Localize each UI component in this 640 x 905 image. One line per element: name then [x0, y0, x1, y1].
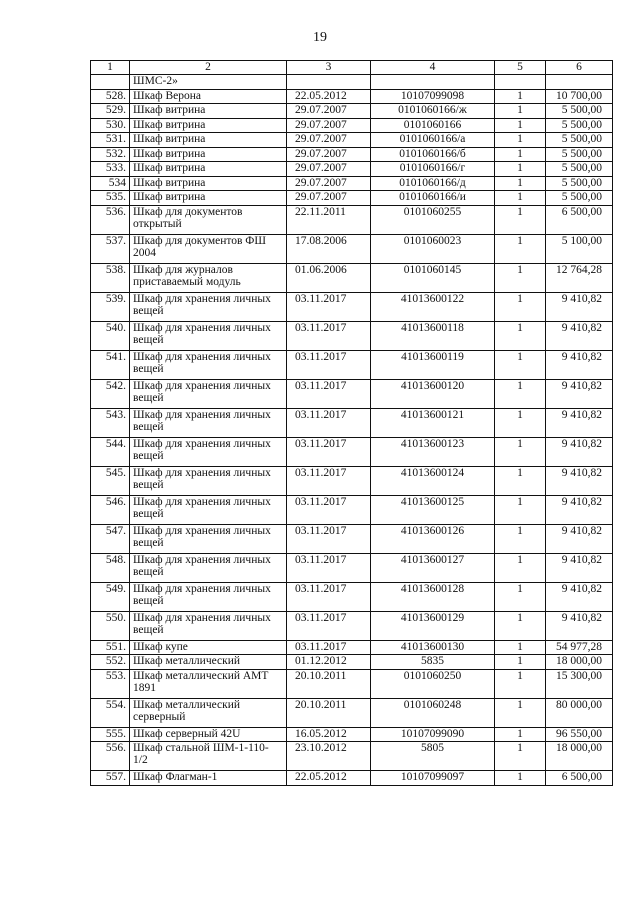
cell-qty: 1 — [495, 553, 546, 582]
table-row — [91, 655, 613, 670]
cell-inv: 0101060166/и — [371, 191, 495, 206]
cell-date: 29.07.2007 — [287, 118, 371, 133]
cell-date: 29.07.2007 — [287, 133, 371, 148]
cell-inv: 0101060023 — [371, 234, 495, 263]
cell-date: 01.12.2012 — [287, 655, 371, 670]
cell-sum: 5 500,00 — [546, 147, 613, 162]
cell-inv: 41013600124 — [371, 466, 495, 495]
table-row — [91, 263, 613, 292]
cell-num: 540. — [91, 321, 130, 350]
cell-name: Шкаф витрина — [130, 191, 287, 206]
cell-num: 552. — [91, 655, 130, 670]
cell-num: 532. — [91, 147, 130, 162]
cell-name: Шкаф для документов открытый — [130, 205, 287, 234]
property-registry-table — [90, 60, 613, 786]
cell-date: 17.08.2006 — [287, 234, 371, 263]
cell-qty: 1 — [495, 118, 546, 133]
cell-inv: 41013600119 — [371, 350, 495, 379]
cell-sum: 9 410,82 — [546, 466, 613, 495]
cell-qty: 1 — [495, 582, 546, 611]
cell-date — [287, 75, 371, 90]
cell-name: Шкаф для хранения личных вещей — [130, 553, 287, 582]
cell-sum: 9 410,82 — [546, 611, 613, 640]
cell-num: 554. — [91, 698, 130, 727]
cell-date: 29.07.2007 — [287, 104, 371, 119]
cell-sum: 5 500,00 — [546, 104, 613, 119]
cell-inv: 41013600125 — [371, 495, 495, 524]
cell-name: Шкаф витрина — [130, 133, 287, 148]
table-row — [91, 698, 613, 727]
cell-sum: 5 500,00 — [546, 176, 613, 191]
table-row — [91, 292, 613, 321]
cell-num: 546. — [91, 495, 130, 524]
cell-num: 529. — [91, 104, 130, 119]
cell-qty: 1 — [495, 147, 546, 162]
cell-qty: 1 — [495, 640, 546, 655]
cell-date: 16.05.2012 — [287, 727, 371, 742]
cell-name: Шкаф металлический — [130, 655, 287, 670]
cell-name: Шкаф для хранения личных вещей — [130, 437, 287, 466]
cell-num: 544. — [91, 437, 130, 466]
cell-num: 556. — [91, 742, 130, 771]
page-number: 19 — [313, 30, 327, 45]
cell-date: 20.10.2011 — [287, 669, 371, 698]
cell-qty: 1 — [495, 466, 546, 495]
cell-sum: 5 500,00 — [546, 133, 613, 148]
cell-name: Шкаф витрина — [130, 176, 287, 191]
column-header: 2 — [130, 61, 287, 75]
cell-sum: 9 410,82 — [546, 408, 613, 437]
cell-date: 22.05.2012 — [287, 89, 371, 104]
cell-name: Шкаф для хранения личных вещей — [130, 611, 287, 640]
cell-qty: 1 — [495, 350, 546, 379]
cell-qty: 1 — [495, 162, 546, 177]
cell-name: Шкаф для хранения личных вещей — [130, 379, 287, 408]
cell-num: 537. — [91, 234, 130, 263]
cell-qty: 1 — [495, 133, 546, 148]
table-row — [91, 321, 613, 350]
table-row — [91, 191, 613, 206]
cell-name: Шкаф для хранения личных вещей — [130, 408, 287, 437]
cell-inv: 41013600120 — [371, 379, 495, 408]
cell-name: Шкаф металлический серверный — [130, 698, 287, 727]
cell-date: 22.11.2011 — [287, 205, 371, 234]
cell-date: 03.11.2017 — [287, 582, 371, 611]
cell-sum: 9 410,82 — [546, 292, 613, 321]
cell-date: 29.07.2007 — [287, 191, 371, 206]
cell-num: 549. — [91, 582, 130, 611]
cell-inv: 5805 — [371, 742, 495, 771]
table-row — [91, 176, 613, 191]
table-row — [91, 133, 613, 148]
cell-sum: 5 500,00 — [546, 118, 613, 133]
table-row — [91, 742, 613, 771]
table-row — [91, 89, 613, 104]
cell-sum: 18 000,00 — [546, 742, 613, 771]
cell-num: 539. — [91, 292, 130, 321]
cell-qty: 1 — [495, 495, 546, 524]
cell-qty: 1 — [495, 611, 546, 640]
cell-num: 550. — [91, 611, 130, 640]
cell-num: 548. — [91, 553, 130, 582]
cell-qty: 1 — [495, 263, 546, 292]
cell-num: 557. — [91, 771, 130, 786]
cell-name: Шкаф Верона — [130, 89, 287, 104]
table-row — [91, 582, 613, 611]
cell-sum: 9 410,82 — [546, 321, 613, 350]
cell-name: ШМС-2» — [130, 75, 287, 90]
cell-inv: 41013600126 — [371, 524, 495, 553]
cell-num: 547. — [91, 524, 130, 553]
cell-date: 03.11.2017 — [287, 321, 371, 350]
cell-sum — [546, 75, 613, 90]
cell-inv: 0101060166/д — [371, 176, 495, 191]
cell-name: Шкаф металлический АМТ 1891 — [130, 669, 287, 698]
cell-name: Шкаф витрина — [130, 118, 287, 133]
cell-num: 538. — [91, 263, 130, 292]
table-row — [91, 640, 613, 655]
cell-sum: 5 500,00 — [546, 162, 613, 177]
cell-date: 20.10.2011 — [287, 698, 371, 727]
cell-sum: 12 764,28 — [546, 263, 613, 292]
cell-qty: 1 — [495, 771, 546, 786]
column-header: 1 — [91, 61, 130, 75]
cell-num: 530. — [91, 118, 130, 133]
cell-inv: 0101060166 — [371, 118, 495, 133]
cell-sum: 10 700,00 — [546, 89, 613, 104]
cell-name: Шкаф Флагман-1 — [130, 771, 287, 786]
cell-inv — [371, 75, 495, 90]
cell-name: Шкаф для хранения личных вещей — [130, 350, 287, 379]
cell-num: 553. — [91, 669, 130, 698]
column-header: 3 — [287, 61, 371, 75]
cell-sum: 9 410,82 — [546, 524, 613, 553]
cell-inv: 41013600118 — [371, 321, 495, 350]
cell-num: 533. — [91, 162, 130, 177]
cell-qty: 1 — [495, 104, 546, 119]
cell-qty: 1 — [495, 698, 546, 727]
cell-qty — [495, 75, 546, 90]
cell-date: 22.05.2012 — [287, 771, 371, 786]
cell-sum: 54 977,28 — [546, 640, 613, 655]
cell-inv: 41013600129 — [371, 611, 495, 640]
cell-sum: 9 410,82 — [546, 379, 613, 408]
cell-name: Шкаф для документов ФШ 2004 — [130, 234, 287, 263]
column-header: 4 — [371, 61, 495, 75]
cell-inv: 0101060250 — [371, 669, 495, 698]
cell-sum: 5 500,00 — [546, 191, 613, 206]
cell-num: 541. — [91, 350, 130, 379]
cell-date: 03.11.2017 — [287, 611, 371, 640]
cell-name: Шкаф для журналов приставаемый модуль — [130, 263, 287, 292]
cell-inv: 0101060166/ж — [371, 104, 495, 119]
table-row — [91, 669, 613, 698]
cell-qty: 1 — [495, 292, 546, 321]
cell-date: 29.07.2007 — [287, 162, 371, 177]
cell-sum: 9 410,82 — [546, 553, 613, 582]
table-row — [91, 104, 613, 119]
cell-sum: 80 000,00 — [546, 698, 613, 727]
cell-qty: 1 — [495, 89, 546, 104]
cell-qty: 1 — [495, 379, 546, 408]
cell-date: 01.06.2006 — [287, 263, 371, 292]
cell-sum: 96 550,00 — [546, 727, 613, 742]
table-row — [91, 147, 613, 162]
cell-sum: 6 500,00 — [546, 205, 613, 234]
table-row — [91, 350, 613, 379]
cell-qty: 1 — [495, 408, 546, 437]
cell-qty: 1 — [495, 176, 546, 191]
cell-name: Шкаф для хранения личных вещей — [130, 321, 287, 350]
cell-num: 528. — [91, 89, 130, 104]
table-row — [91, 611, 613, 640]
cell-date: 23.10.2012 — [287, 742, 371, 771]
cell-date: 03.11.2017 — [287, 437, 371, 466]
table-row — [91, 437, 613, 466]
cell-inv: 41013600122 — [371, 292, 495, 321]
header-row — [91, 61, 613, 75]
cell-name: Шкаф для хранения личных вещей — [130, 524, 287, 553]
cell-name: Шкаф для хранения личных вещей — [130, 466, 287, 495]
cell-date: 29.07.2007 — [287, 147, 371, 162]
cell-inv: 0101060255 — [371, 205, 495, 234]
cell-sum: 5 100,00 — [546, 234, 613, 263]
table-row — [91, 727, 613, 742]
cell-qty: 1 — [495, 742, 546, 771]
cell-qty: 1 — [495, 437, 546, 466]
cell-qty: 1 — [495, 234, 546, 263]
cell-sum: 9 410,82 — [546, 495, 613, 524]
cell-sum: 18 000,00 — [546, 655, 613, 670]
cell-name: Шкаф купе — [130, 640, 287, 655]
cell-inv: 0101060166/г — [371, 162, 495, 177]
table-row — [91, 466, 613, 495]
cell-sum: 15 300,00 — [546, 669, 613, 698]
cell-num — [91, 75, 130, 90]
cell-num: 542. — [91, 379, 130, 408]
cell-qty: 1 — [495, 191, 546, 206]
table-row — [91, 379, 613, 408]
cell-sum: 6 500,00 — [546, 771, 613, 786]
cell-inv: 41013600127 — [371, 553, 495, 582]
cell-date: 03.11.2017 — [287, 495, 371, 524]
cell-inv: 41013600130 — [371, 640, 495, 655]
table-row — [91, 495, 613, 524]
cell-name: Шкаф для хранения личных вещей — [130, 495, 287, 524]
cell-name: Шкаф витрина — [130, 104, 287, 119]
cell-date: 03.11.2017 — [287, 524, 371, 553]
cell-inv: 41013600123 — [371, 437, 495, 466]
cell-date: 29.07.2007 — [287, 176, 371, 191]
cell-name: Шкаф для хранения личных вещей — [130, 582, 287, 611]
cell-num: 555. — [91, 727, 130, 742]
cell-num: 531. — [91, 133, 130, 148]
table-row — [91, 162, 613, 177]
cell-num: 535. — [91, 191, 130, 206]
table-row — [91, 234, 613, 263]
cell-name: Шкаф витрина — [130, 147, 287, 162]
cell-sum: 9 410,82 — [546, 437, 613, 466]
table-row — [91, 408, 613, 437]
cell-inv: 0101060248 — [371, 698, 495, 727]
cell-name: Шкаф серверный 42U — [130, 727, 287, 742]
cell-inv: 0101060145 — [371, 263, 495, 292]
cell-inv: 10107099090 — [371, 727, 495, 742]
table-row — [91, 118, 613, 133]
table-row — [91, 205, 613, 234]
cell-inv: 0101060166/б — [371, 147, 495, 162]
cell-num: 536. — [91, 205, 130, 234]
cell-date: 03.11.2017 — [287, 408, 371, 437]
cell-qty: 1 — [495, 524, 546, 553]
cell-date: 03.11.2017 — [287, 379, 371, 408]
cell-name: Шкаф витрина — [130, 162, 287, 177]
table-row — [91, 524, 613, 553]
cell-date: 03.11.2017 — [287, 292, 371, 321]
cell-date: 03.11.2017 — [287, 350, 371, 379]
cell-num: 543. — [91, 408, 130, 437]
cell-num: 551. — [91, 640, 130, 655]
cell-sum: 9 410,82 — [546, 582, 613, 611]
cell-qty: 1 — [495, 727, 546, 742]
column-header: 5 — [495, 61, 546, 75]
continuation-row — [91, 75, 613, 90]
cell-date: 03.11.2017 — [287, 466, 371, 495]
cell-name: Шкаф стальной ШМ-1-110-1/2 — [130, 742, 287, 771]
table-row — [91, 771, 613, 786]
cell-qty: 1 — [495, 205, 546, 234]
column-header: 6 — [546, 61, 613, 75]
cell-inv: 10107099098 — [371, 89, 495, 104]
cell-inv: 0101060166/а — [371, 133, 495, 148]
cell-num: 545. — [91, 466, 130, 495]
cell-name: Шкаф для хранения личных вещей — [130, 292, 287, 321]
cell-inv: 41013600121 — [371, 408, 495, 437]
cell-inv: 10107099097 — [371, 771, 495, 786]
cell-date: 03.11.2017 — [287, 553, 371, 582]
cell-inv: 41013600128 — [371, 582, 495, 611]
cell-inv: 5835 — [371, 655, 495, 670]
cell-sum: 9 410,82 — [546, 350, 613, 379]
cell-qty: 1 — [495, 321, 546, 350]
cell-qty: 1 — [495, 669, 546, 698]
table-row — [91, 553, 613, 582]
cell-qty: 1 — [495, 655, 546, 670]
cell-date: 03.11.2017 — [287, 640, 371, 655]
cell-num: 534 — [91, 176, 130, 191]
